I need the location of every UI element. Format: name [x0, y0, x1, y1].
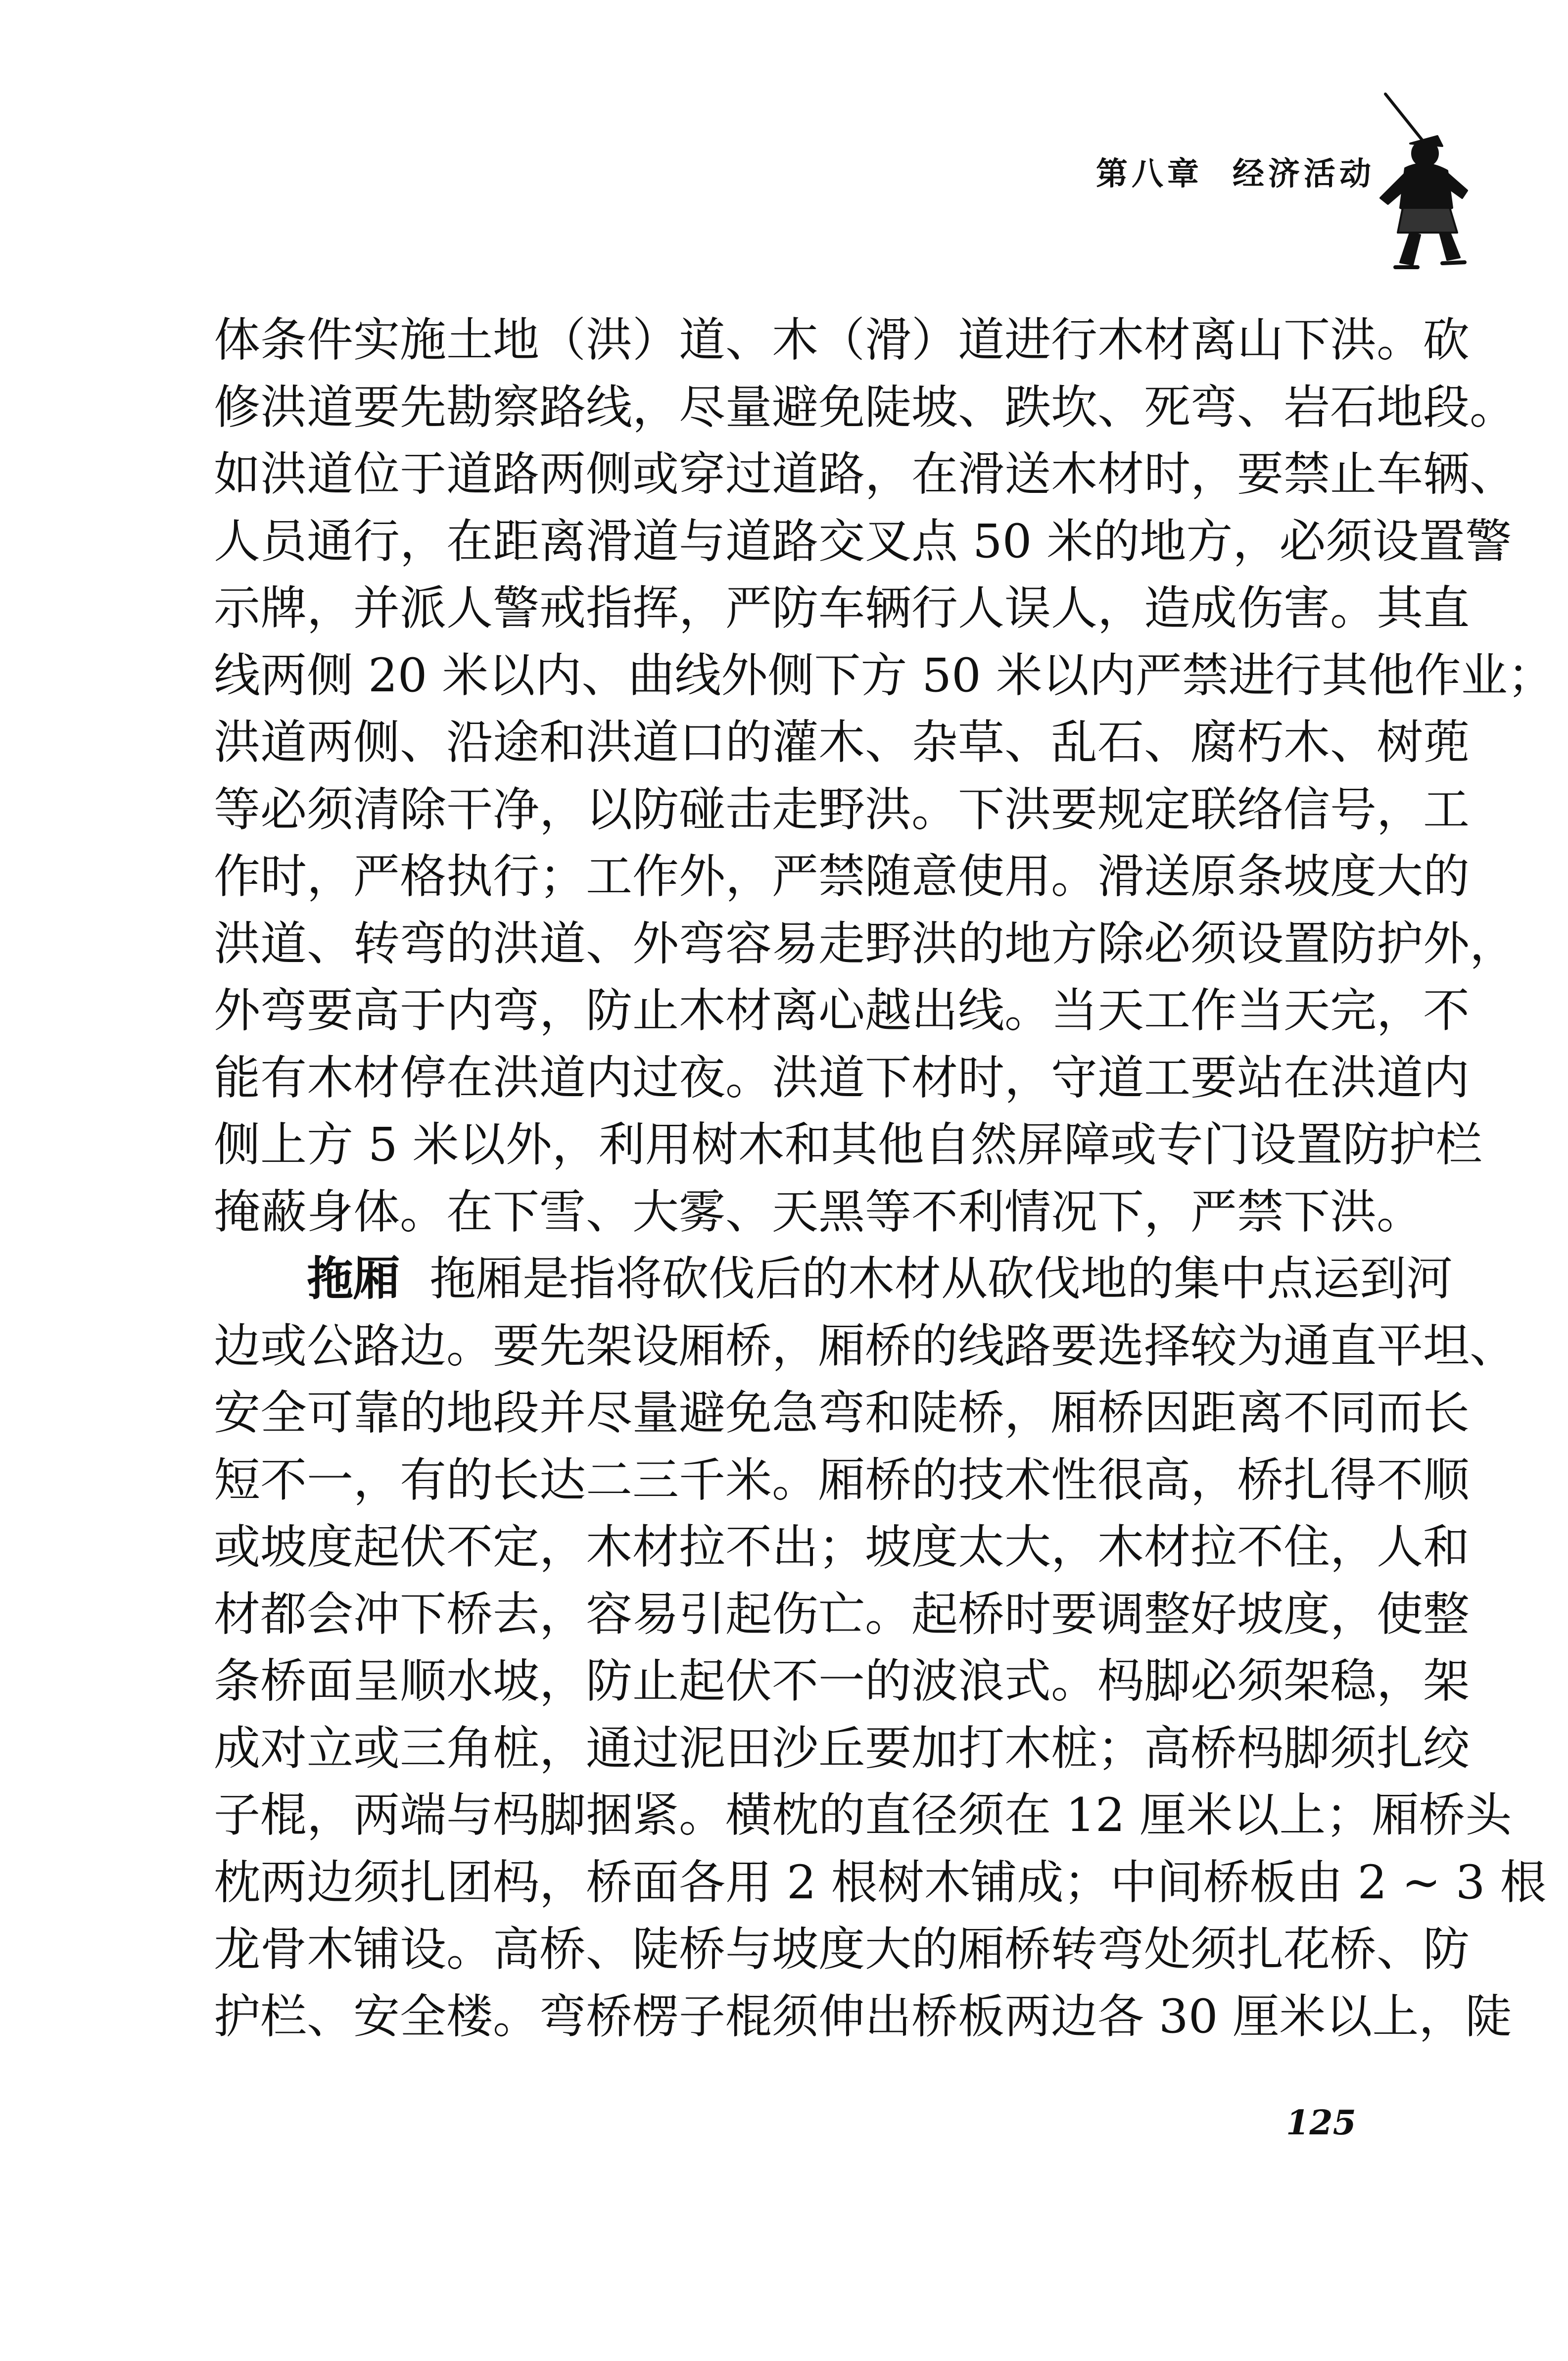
text-line: 材都会冲下桥去，容易引起伤亡。起桥时要调整好坡度，使整 [214, 1587, 1470, 1641]
text-line: 侧上方 5 米以外，利用树木和其他自然屏障或专门设置防护栏 [214, 1118, 1482, 1172]
text-line: 体条件实施土地（洪）道、木（滑）道进行木材离山下洪。砍 [214, 313, 1470, 367]
text-line: 子棍，两端与杩脚捆紧。横枕的直径须在 12 厘米以上；厢桥头 [214, 1788, 1512, 1842]
page-number: 125 [1286, 2103, 1356, 2143]
body-text [214, 307, 1554, 2050]
text-line: 线两侧 20 米以内、曲线外侧下方 50 米以内严禁进行其他作业； [214, 648, 1554, 703]
text-line: 掩蔽身体。在下雪、大雾、天黑等不利情况下，严禁下洪。 [214, 1185, 1424, 1239]
section-first-line [214, 1246, 1453, 1313]
chapter-title: 经济活动 [1233, 155, 1375, 193]
text-line: 修洪道要先勘察路线，尽量避免陡坡、跌坎、死弯、岩石地段。 [214, 380, 1517, 434]
text-line: 示牌，并派人警戒指挥，严防车辆行人误人，造成伤害。其直 [214, 581, 1470, 635]
text-line: 边或公路边。要先架设厢桥，厢桥的线路要选择较为通直平坦、 [214, 1319, 1517, 1373]
text-line: 等必须清除干净，以防碰击走野洪。下洪要规定联络信号，工 [214, 782, 1470, 837]
text-line: 成对立或三角桩，通过泥田沙丘要加打木桩；高桥杩脚须扎绞 [214, 1721, 1470, 1776]
text-line: 洪道、转弯的洪道、外弯容易走野洪的地方除必须设置防护外， [214, 916, 1517, 971]
text-line: 龙骨木铺设。高桥、陡桥与坡度大的厢桥转弯处须扎花桥、防 [214, 1923, 1470, 1976]
chapter-label: 第八章 [1096, 155, 1203, 193]
text-line: 或坡度起伏不定，木材拉不出；坡度太大，木材拉不住，人和 [214, 1520, 1470, 1574]
running-header [1096, 148, 1375, 194]
text-line: 洪道两侧、沿途和洪道口的灌木、杂草、乱石、腐朽木、树蔸 [214, 716, 1470, 770]
text-line: 安全可靠的地段并尽量避免急弯和陡桥，厢桥因距离不同而长 [214, 1386, 1470, 1440]
text-line: 护栏、安全楼。弯桥楞子棍须伸出桥板两边各 30 厘米以上，陡 [214, 1989, 1512, 2044]
text-line: 条桥面呈顺水坡，防止起伏不一的波浪式。杩脚必须架稳，架 [214, 1654, 1470, 1708]
section-term: 拖厢 [307, 1252, 400, 1306]
warrior-figure-icon [1351, 84, 1470, 272]
text-line: 枕两边须扎团杩，桥面各用 2 根树木铺成；中间桥板由 2 ~ 3 根 [214, 1855, 1547, 1910]
text-line: 作时，严格执行；工作外，严禁随意使用。滑送原条坡度大的 [214, 850, 1470, 904]
text-line: 短不一，有的长达二三千米。厢桥的技术性很高，桥扎得不顺 [214, 1453, 1470, 1507]
text-line: 外弯要高于内弯，防止木材离心越出线。当天工作当天完，不 [214, 984, 1470, 1038]
text-line: 能有木材停在洪道内过夜。洪道下材时，守道工要站在洪道内 [214, 1051, 1470, 1105]
text-line: 人员通行，在距离滑道与道路交叉点 50 米的地方，必须设置警 [214, 514, 1512, 569]
section-first-line-text: 拖厢是指将砍伐后的木材从砍伐地的集中点运到河 [429, 1252, 1453, 1306]
text-line: 如洪道位于道路两侧或穿过道路，在滑送木材时，要禁止车辆、 [214, 447, 1517, 501]
